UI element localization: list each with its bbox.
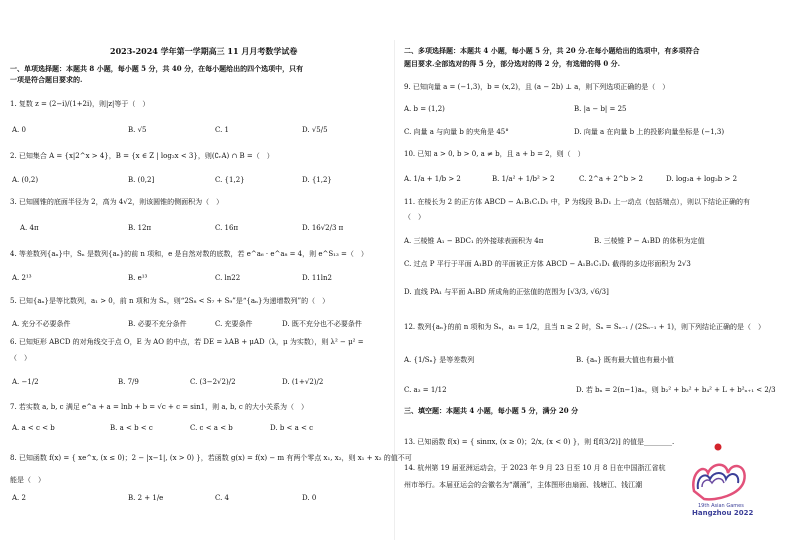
exam-title: 2023-2024 学年第一学期高三 11 月月考数学试卷 <box>110 46 298 56</box>
logo-wave-core-icon <box>702 479 724 488</box>
q5-option-b: B. 必要不充分条件 <box>128 320 187 328</box>
q5-text: 5. 已知{aₙ}是等比数列，a₁ > 0，前 n 项和为 Sₙ，则“2S₈ < S₇ + S₉”是“{aₙ}为递增数列”的（ ） <box>10 297 330 305</box>
q6-option-d: D. (1+√2)/2 <box>282 378 324 386</box>
q5-option-c: C. 充要条件 <box>215 320 253 328</box>
section2-heading-cont: 题目要求.全部选对的得 5 分，部分选对的得 2 分，有选错的得 0 分. <box>404 59 621 68</box>
q10-option-d: D. log₂a + log₂b > 2 <box>666 175 738 183</box>
q4-text: 4. 等差数列{aₙ}中，Sₙ 是数列{aₙ}的前 n 项和，e 是自然对数的底数，若 e^a₆ · e^a₈ = 4，则 e^S₁₃ =（ ） <box>10 250 368 258</box>
q10-option-c: C. 2^a + 2^b > 2 <box>579 175 643 183</box>
column-divider <box>394 40 395 540</box>
q1-text: 1. 复数 z = (2−i)/(1+2i)，则|z|等于（ ） <box>10 100 150 108</box>
q6-option-a: A. −1/2 <box>12 378 39 386</box>
q9-option-d: D. 向量 a 在向量 b 上的投影向量坐标是 (−1,3) <box>574 128 725 136</box>
q2-text: 2. 已知集合 A = {x|2^x > 4}，B = {x ∈ Z | log₂x < 3}，则(∁ᵣA) ∩ B =（ ） <box>10 152 274 160</box>
q6-blank: （ ） <box>10 354 31 362</box>
q8-option-c: C. 4 <box>215 494 230 502</box>
q9-option-a: A. b = (1,2) <box>404 105 445 113</box>
q8-option-d: D. 0 <box>302 494 317 502</box>
q12-option-a: A. {1/Sₙ} 是等差数列 <box>404 356 475 364</box>
q10-text: 10. 已知 a > 0, b > 0, a ≠ b，且 a + b = 2，则（ ） <box>404 150 585 158</box>
q1-option-c: C. 1 <box>215 126 230 134</box>
section1-heading: 一、单项选择题：本题共 8 小题，每小题 5 分，共 40 分，在每小题给出的四个选项中，只有 <box>10 64 304 73</box>
q7-option-b: B. a < b < c <box>110 424 153 432</box>
q9-option-c: C. 向量 a 与向量 b 的夹角是 45° <box>404 128 509 136</box>
q1-option-b: B. √5 <box>128 126 147 134</box>
q9-option-b: B. |a − b| = 25 <box>574 105 627 113</box>
q4-option-a: A. 2¹³ <box>12 274 32 282</box>
logo-sun-icon <box>715 444 722 451</box>
q9-text: 9. 已知向量 a = (−1,3)，b = (x,2)，且 (a − 2b) ⊥ a，则下列选项正确的是（ ） <box>404 83 670 91</box>
q14-text: 14. 杭州第 19 届亚洲运动会，于 2023 年 9 月 23 日至 10 月 8 日在中国浙江省杭 <box>404 464 666 472</box>
q3-option-d: D. 16√2/3 π <box>302 224 344 232</box>
q2-option-d: D. {1,2} <box>302 176 332 184</box>
q7-option-c: C. c < a < b <box>190 424 233 432</box>
q10-option-a: A. 1/a + 1/b > 2 <box>404 175 461 183</box>
q3-option-b: B. 12π <box>128 224 152 232</box>
q3-text: 3. 已知圆锥的底面半径为 2，高为 4√2，则该圆锥的侧面积为（ ） <box>10 198 224 206</box>
q4-option-b: B. e¹³ <box>128 274 148 282</box>
q3-option-a: A. 4π <box>20 224 39 232</box>
q10-option-b: B. 1/a² + 1/b² > 2 <box>492 175 555 183</box>
q8-option-a: A. 2 <box>12 494 26 502</box>
section3-heading: 三、填空题：本题共 4 小题，每小题 5 分，满分 20 分 <box>404 406 579 415</box>
section1-heading-cont: 一项是符合题目要求的. <box>10 75 83 84</box>
q5-option-d: D. 既不充分也不必要条件 <box>282 320 362 328</box>
q12-text: 12. 数列{aₙ}的前 n 项和为 Sₙ，a₁ = 1/2，且当 n ≥ 2 时，Sₙ = Sₙ₋₁ / (2Sₙ₋₁ + 1)，则下列结论正确的是（ ） <box>404 323 766 331</box>
q3-option-c: C. 16π <box>215 224 239 232</box>
q2-option-c: C. {1,2} <box>215 176 245 184</box>
q12-option-c: C. a₃ = 1/12 <box>404 386 447 394</box>
q2-option-b: B. (0,2] <box>128 176 155 184</box>
q8-option-b: B. 2 + 1/e <box>128 494 164 502</box>
q11-text: 11. 在棱长为 2 的正方体 ABCD − A₁B₁C₁D₁ 中，P 为线段 B₁D₁ 上一动点（包括端点），则以下结论正确的有 <box>404 198 750 206</box>
q6-option-b: B. 7/9 <box>118 378 139 386</box>
q7-option-a: A. a < c < b <box>12 424 55 432</box>
logo-name: Hangzhou 2022 <box>692 509 754 517</box>
q12-option-b: B. {aₙ} 既有最大值也有最小值 <box>576 356 674 364</box>
q11-option-b: B. 三棱锥 P − A₁BD 的体积为定值 <box>594 237 705 245</box>
q5-option-a: A. 充分不必要条件 <box>12 320 71 328</box>
q8-text-cont: 能是（ ） <box>10 476 45 484</box>
q2-option-a: A. (0,2) <box>12 176 39 184</box>
q4-option-d: D. 11ln2 <box>302 274 332 282</box>
q11-option-c: C. 过点 P 平行于平面 A₁BD 的平面被正方体 ABCD − A₁B₁C₁D₁ 截得的多边形面积为 2√3 <box>404 260 691 268</box>
q6-option-c: C. (3−2√2)/2 <box>190 378 236 386</box>
q8-text: 8. 已知函数 f(x) = { xe^x, (x ≤ 0)；2 − |x−1|, (x > 0) }，若函数 g(x) = f(x) − m 有两个零点 x₁, x₂，则 x₁ + x₂ 的值不可 <box>10 454 412 462</box>
q12-option-d: D. 若 bₙ = 2(n−1)aₙ，则 b₂² + b₃² + b₄² + L + b²ₙ₊₁ < 2/3 <box>576 386 776 394</box>
logo-caption: 19th Asian Games <box>698 503 744 509</box>
logo-wave-outline-icon <box>693 465 744 500</box>
q7-text: 7. 若实数 a, b, c 满足 e^a + a = lnb + b = √c + c = sin1，则 a, b, c 的大小关系为（ ） <box>10 403 309 411</box>
q1-option-a: A. 0 <box>12 126 26 134</box>
q11-option-a: A. 三棱锥 A₁ − BDC₁ 的外接球表面积为 4π <box>404 237 544 245</box>
q4-option-c: C. ln22 <box>215 274 241 282</box>
q11-text-cont: （ ） <box>404 213 425 221</box>
q7-option-d: D. b < a < c <box>270 424 314 432</box>
section2-heading: 二、多项选择题：本题共 4 小题，每小题 5 分，共 20 分.在每小题给出的选项中，有多项符合 <box>404 46 700 55</box>
q6-text: 6. 已知矩形 ABCD 的对角线交于点 O，E 为 AO 的中点，若 DE = λAB + μAD（λ，μ 为实数），则 λ² − μ² = <box>10 338 364 346</box>
q1-option-d: D. √5/5 <box>302 126 328 134</box>
q13-text: 13. 已知函数 f(x) = { sinπx, (x ≥ 0)；2/x, (x < 0) }，则 f[f(3/2)] 的值是________. <box>404 438 675 446</box>
q14-text-cont: 州市举行。本届亚运会的会徽名为“潮涌”，主体图形由扇面、钱塘江、钱江潮 <box>404 481 643 489</box>
q11-option-d: D. 直线 PA₁ 与平面 A₁BD 所成角的正弦值的范围为 [√3/3, √6/3] <box>404 288 609 296</box>
